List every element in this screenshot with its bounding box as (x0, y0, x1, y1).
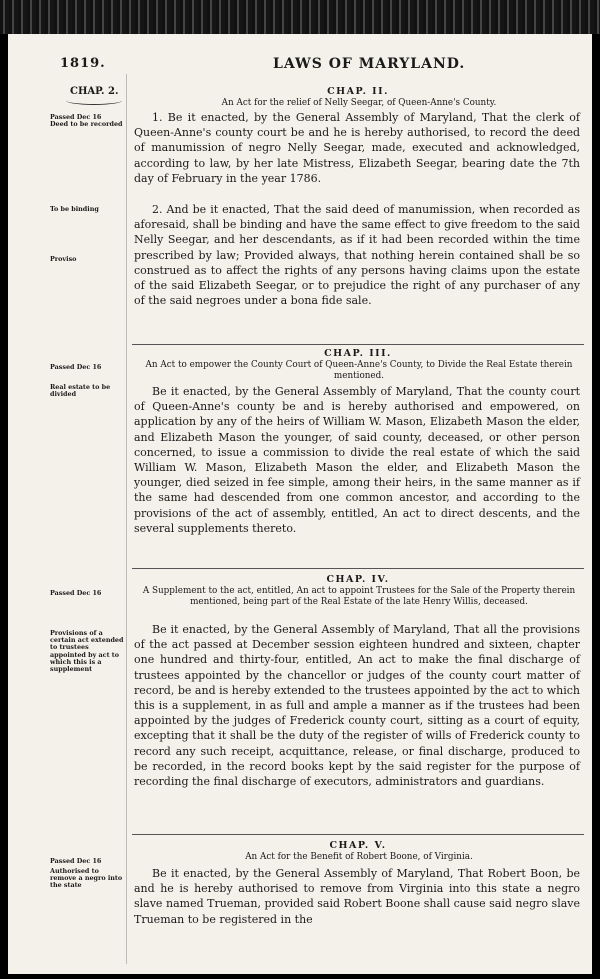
chapter-title: An Act for the relief of Nelly Seegar, of Queen-Anne's County. (221, 98, 497, 108)
chapter-heading: CHAP. IV. (326, 574, 390, 585)
chapter-heading: CHAP. V. (329, 840, 387, 851)
margin-note: Passed Dec 16 (50, 857, 102, 865)
margin-note: Passed Dec 16 (50, 589, 102, 597)
left-chapter-label: CHAP. 2. (70, 86, 119, 97)
margin-rule (126, 74, 127, 964)
margin-note: Authorised to remove a negro into the state (50, 867, 123, 890)
chapter-paragraph: Be it enacted, by the General Assembly of Maryland, That Robert Boon, be and he is hereby authorised to remove from Virginia into this state a negro slave named Trueman, provided said Robert Boone shall cause said negro slave Trueman to be registered in the (134, 867, 580, 926)
chapter-heading: CHAP. II. (327, 86, 389, 97)
margin-note: Real estate to be divided (50, 383, 111, 399)
chapter-divider (132, 834, 584, 835)
scan-top-edge (0, 0, 600, 34)
chapter-divider (132, 568, 584, 569)
margin-note: Provisions of a certain act extended to trustees appointed by act to which this is a supplement (50, 629, 124, 674)
chapter-paragraph: Be it enacted, by the General Assembly of Maryland, That the county court of Queen-Anne's county be and is hereby authorised and empowered, on application by any of the heirs of William W. Mason, Elizabeth Mason the elder, and Elizabeth Mason the younger, of said county, deceased, or other person concerned, to issue a commission to divide the real estate of which the said William W. Mason, Elizabeth Mason the elder, and Elizabeth Mason the younger, died seized in fee simple, among their heirs, in the same manner as if the same had descended from one common ancestor, and according to the provisions of the act of assembly, entitled, An act to direct descents, and the several supplements thereto. (134, 385, 580, 535)
page-year: 1819. (60, 56, 106, 71)
left-brace (66, 96, 122, 105)
margin-note: Passed Dec 16 (50, 363, 102, 371)
running-title: LAWS OF MARYLAND. (273, 56, 466, 72)
margin-note: Passed Dec 16 Deed to be recorded (50, 113, 123, 129)
chapter-paragraph: 1. Be it enacted, by the General Assembly of Maryland, That the clerk of Queen-Anne's county court be and he is hereby authorised, to record the deed of manumission of negro Nelly Seegar, made, executed and acknowledged, according to law, by her late Mistress, Elizabeth Seegar, bearing date the 7th day of February in the year 1786. (134, 111, 580, 185)
margin-note: To be binding (50, 205, 99, 213)
chapter-title: A Supplement to the act, entitled, An act to appoint Trustees for the Sale of the Property therein mentioned, being part of the Real Estate of the late Henry Willis, deceased. (142, 586, 576, 607)
chapter-paragraph: Be it enacted, by the General Assembly of Maryland, That all the provisions of the act passed at December session eighteen hundred and sixteen, chapter one hundred and thirty-four, entitled, An act to make the final discharge of trustees appointed by the chancellor or judges of the county court matter of record, be and is hereby extended to the trustees appointed by the act to which this is a supplement, in as full and ample a manner as if the trustees had been appointed by the judges of Frederick county court, sitting as a court of equity, excepting that it shall be the duty of the register of wills of Frederick county to record any such receipt, acquittance, release, or final discharge, produced to be recorded, in the record books kept by the said register for the purpose of recording the final discharge of executors, administrators and guardians. (134, 623, 580, 789)
chapter-title: An Act for the Benefit of Robert Boone, of Virginia. (245, 852, 473, 862)
document-page (8, 34, 592, 974)
page-header (8, 56, 592, 78)
chapter-paragraph: 2. And be it enacted, That the said deed of manumission, when recorded as aforesaid, shall be binding and have the same effect to give freedom to the said Nelly Seegar, and her descendants, as if it had been recorded within the time prescribed by law; Provided always, that nothing herein contained shall be so construed as to affect the rights of any persons having claims upon the estate of the said Elizabeth Seegar, or to prejudice the right of any purchaser of any of the said negroes under a bona fide sale. (134, 203, 580, 308)
chapter-title: An Act to empower the County Court of Queen-Anne's County, to Divide the Real Estate therein mentioned. (145, 360, 573, 381)
margin-note: Proviso (50, 255, 77, 263)
chapter-divider (132, 344, 584, 345)
chapter-heading: CHAP. III. (324, 348, 392, 359)
